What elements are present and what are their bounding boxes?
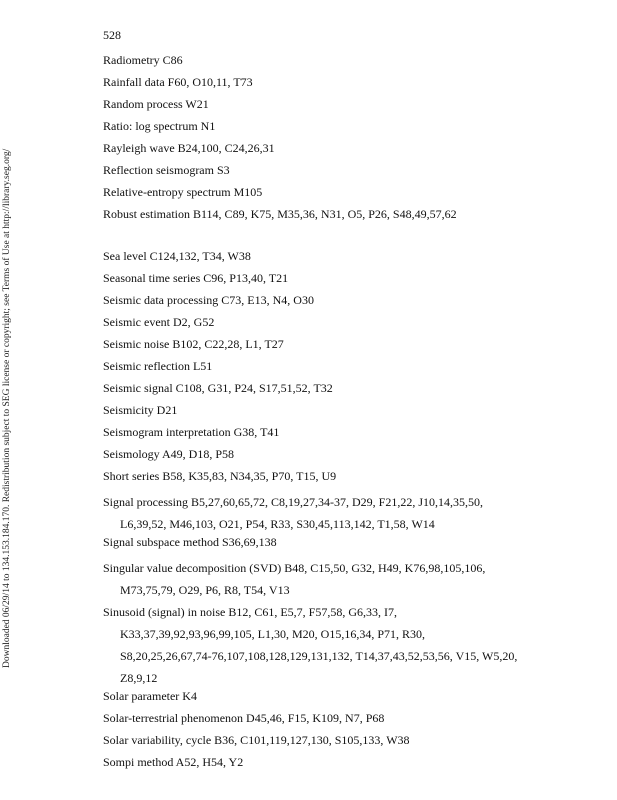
index-entry: Sinusoid (signal) in noise B12, C61, E5,7, F57,58, G6,33, I7, K33,37,39,92,93,96,99,105, L1,30, M20, O15,16,34, P71, R30, S8,20,25,26,67,74-76,107,108,128,129,131,132, T14,37,43,52,53,56, V15, W5,20, Z8,9,12 — [103, 605, 518, 685]
index-entry: Short series B58, K35,83, N34,35, P70, T15, U9 — [103, 469, 337, 483]
index-entry: Ratio: log spectrum N1 — [103, 119, 216, 133]
index-entry: Signal processing B5,27,60,65,72, C8,19,27,34-37, D29, F21,22, J10,14,35,50, L6,39,52, M46,103, O21, P54, R33, S30,45,113,142, T1,58, W14 — [103, 495, 484, 531]
index-entry: Seismic data processing C73, E13, N4, O30 — [103, 293, 314, 307]
index-entry: Solar-terrestrial phenomenon D45,46, F15, K109, N7, P68 — [103, 711, 385, 725]
index-entry: Rayleigh wave B24,100, C24,26,31 — [103, 141, 275, 155]
index-entry: Seismology A49, D18, P58 — [103, 447, 235, 461]
index-entry: Relative-entropy spectrum M105 — [103, 185, 263, 199]
index-entry: Seismic signal C108, G31, P24, S17,51,52, T32 — [103, 381, 333, 395]
index-entry: Reflection seismogram S3 — [103, 163, 230, 177]
index-entry: Solar variability, cycle B36, C101,119,127,130, S105,133, W38 — [103, 733, 410, 747]
index-entry: Seismic noise B102, C22,28, L1, T27 — [103, 337, 284, 351]
index-entry: Radiometry C86 — [103, 53, 183, 67]
index-entry: Signal subspace method S36,69,138 — [103, 535, 277, 549]
index-entry: Seismogram interpretation G38, T41 — [103, 425, 280, 439]
index-entry: Sea level C124,132, T34, W38 — [103, 249, 251, 263]
index-entry: Sompi method A52, H54, Y2 — [103, 755, 244, 769]
index-entry: Robust estimation B114, C89, K75, M35,36, N31, O5, P26, S48,49,57,62 — [103, 207, 457, 221]
index-entry: Seismicity D21 — [103, 403, 178, 417]
index-entry: Seismic event D2, G52 — [103, 315, 215, 329]
index-entry: Random process W21 — [103, 97, 209, 111]
page-number: 528 — [103, 28, 121, 42]
index-entry: Solar parameter K4 — [103, 689, 197, 703]
index-entry: Seasonal time series C96, P13,40, T21 — [103, 271, 289, 285]
index-entry: Rainfall data F60, O10,11, T73 — [103, 75, 253, 89]
index-entry: Seismic reflection L51 — [103, 359, 213, 373]
download-notice: Downloaded 06/29/14 to 134.153.184.170. Redistribution subject to SEG license or copyright; see Terms of Use at http://library.seg.org/ — [2, 148, 12, 668]
index-entry: Singular value decomposition (SVD) B48, C15,50, G32, H49, K76,98,105,106, M73,75,79, O29, P6, R8, T54, V13 — [103, 561, 486, 597]
